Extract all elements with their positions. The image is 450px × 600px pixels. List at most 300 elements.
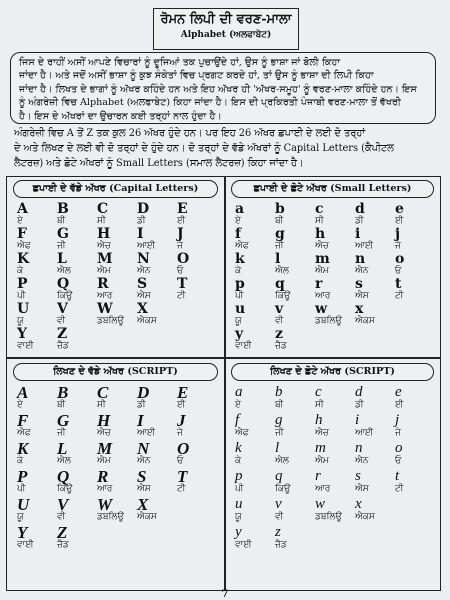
letter-cell <box>315 497 355 525</box>
intro-line: ਨੂੰ ਅੰਗਰੇਜ਼ੀ ਵਿਚ Alphabet (ਅਲਫਾਬੇਟ) ਕਿਹਾ ਜਾਂਦਾ ਹੈ। ਇਸ ਦੀ ਪ੍ਰਕਿਰਤੀ ਪੰਜਾਬੀ ਵਰਣ-ਮਾਲਾ ਤੋਂ ਵੱਖਰੀ <box>19 97 401 109</box>
punjabi-pronunciation: ਐਫ <box>235 241 249 251</box>
letter-cell <box>275 227 315 252</box>
punjabi-pronunciation: ਕਿਊ <box>57 484 73 494</box>
latin-letter: S <box>137 467 147 486</box>
letter-cell <box>57 497 97 525</box>
latin-letter: K <box>17 439 29 458</box>
latin-letter: y <box>235 326 244 342</box>
letter-cell <box>57 252 97 277</box>
letter-cell <box>57 385 97 413</box>
letter-row <box>235 413 435 441</box>
latin-letter: Y <box>17 326 27 342</box>
latin-letter: J <box>177 226 184 242</box>
punjabi-pronunciation: ਡਬਲਿਊ <box>97 512 124 522</box>
latin-letter: L <box>57 439 68 458</box>
latin-letter: N <box>137 439 150 458</box>
table-divider-vertical <box>224 177 226 590</box>
page-title: ਰੋਮਨ ਲਿਪੀ ਦੀ ਵਰਣ-ਮਾਲਾ <box>160 12 292 27</box>
latin-letter: I <box>137 226 144 242</box>
small-print-letters <box>235 202 435 352</box>
punjabi-pronunciation: ਐਨ <box>137 456 151 466</box>
punjabi-pronunciation: ਯੂ <box>17 512 24 522</box>
latin-letter: Q <box>57 467 70 486</box>
letter-cell <box>17 327 57 352</box>
latin-letter: w <box>315 301 328 317</box>
heading-capital-script: ਲਿਖਣ ਦੇ ਵੱਡੇ ਅੱਖਰ (SCRIPT) <box>13 363 218 381</box>
punjabi-pronunciation: ਆਰ <box>315 484 331 494</box>
punjabi-pronunciation: ਡਬਲਿਊ <box>315 316 342 326</box>
punjabi-pronunciation: ਸੀ <box>315 400 324 410</box>
latin-letter: e <box>395 384 402 400</box>
punjabi-pronunciation: ਕੇ <box>235 456 242 466</box>
intro-paragraph <box>10 52 436 124</box>
letter-cell <box>355 202 395 227</box>
letter-cell <box>275 525 315 553</box>
letter-cell <box>275 327 315 352</box>
punjabi-pronunciation: ਐਨ <box>355 456 369 466</box>
explanation-paragraph <box>14 126 440 171</box>
latin-letter: d <box>355 201 365 217</box>
letter-row <box>17 413 217 441</box>
letter-row <box>17 302 217 327</box>
punjabi-pronunciation: ਐਸ <box>137 484 151 494</box>
letter-cell <box>177 385 217 413</box>
table-divider-horizontal <box>7 357 440 359</box>
latin-letter: p <box>235 276 245 292</box>
punjabi-pronunciation: ਕੇ <box>17 456 24 466</box>
letter-cell <box>97 413 137 441</box>
punjabi-pronunciation: ਐਫ <box>235 428 249 438</box>
latin-letter: j <box>395 226 401 242</box>
letter-cell <box>137 302 177 327</box>
punjabi-pronunciation: ਐਮ <box>97 266 111 276</box>
punjabi-pronunciation: ਪੀ <box>17 484 26 494</box>
latin-letter: a <box>235 384 243 400</box>
heading-capital-print: ਛਪਾਈ ਦੇ ਵੱਡੇ ਅੱਖਰ (Capital Letters) <box>13 180 218 198</box>
punjabi-pronunciation: ਐਨ <box>137 266 151 276</box>
letter-cell <box>275 385 315 413</box>
punjabi-pronunciation: ਆਰ <box>315 291 331 301</box>
letter-cell <box>57 302 97 327</box>
punjabi-pronunciation: ਕਿਊ <box>57 291 73 301</box>
letter-cell <box>275 441 315 469</box>
letter-cell <box>235 385 275 413</box>
punjabi-pronunciation: ਐਚ <box>315 428 329 438</box>
letter-cell <box>395 277 435 302</box>
punjabi-pronunciation: ਸੀ <box>97 400 106 410</box>
letter-cell <box>355 441 395 469</box>
punjabi-pronunciation: ਯੂ <box>17 316 24 326</box>
latin-letter: G <box>57 226 69 242</box>
latin-letter: z <box>275 524 281 540</box>
latin-letter: x <box>355 301 364 317</box>
explanation-line: ਦੇ ਅਤੇ ਲਿਖਣ ਦੇ ਲਈ ਵੀ ਦੋ ਤਰ੍ਹਾਂ ਦੇ ਹੁੰਦੇ ਹਨ। ਦੋ ਤਰ੍ਹਾਂ ਦੇ ਵੱਡੇ ਅੱਖਰਾਂ ਨੂੰ Capital Letters (ਕੈਪੀਟਲ <box>14 143 394 154</box>
punjabi-pronunciation: ਪੀ <box>235 291 244 301</box>
latin-letter: u <box>235 301 246 317</box>
punjabi-pronunciation: ਐਫ <box>17 428 31 438</box>
letter-cell <box>97 277 137 302</box>
latin-letter: X <box>137 495 149 514</box>
letter-cell <box>97 227 137 252</box>
latin-letter: Y <box>17 523 28 542</box>
letter-cell <box>275 497 315 525</box>
latin-letter: U <box>17 495 30 514</box>
letter-cell <box>177 441 217 469</box>
latin-letter: l <box>275 440 280 456</box>
letter-cell <box>137 385 177 413</box>
capital-script-letters <box>17 385 217 553</box>
letter-cell <box>235 252 275 277</box>
punjabi-pronunciation: ਕਿਊ <box>275 484 291 494</box>
punjabi-pronunciation: ਐਚ <box>315 241 329 251</box>
punjabi-pronunciation: ਡੀ <box>355 216 364 226</box>
letter-cell <box>97 385 137 413</box>
punjabi-pronunciation: ਜੀ <box>57 241 66 251</box>
latin-letter: X <box>137 301 148 317</box>
punjabi-pronunciation: ਸੀ <box>315 216 324 226</box>
letter-row <box>17 327 217 352</box>
letter-row <box>17 525 217 553</box>
punjabi-pronunciation: ਏ <box>17 216 23 226</box>
latin-letter: N <box>137 251 150 267</box>
latin-letter: o <box>395 251 405 267</box>
punjabi-pronunciation: ਜ਼ੈਡ <box>57 540 69 550</box>
letter-cell <box>395 413 435 441</box>
letter-cell <box>315 202 355 227</box>
heading-small-print: ਛਪਾਈ ਦੇ ਛੋਟੇ ਅੱਖਰ (Small Letters) <box>231 180 434 198</box>
intro-line: ਜਾਂਦਾ ਹੈ। ਅਤੇ ਜਦੋਂ ਅਸੀਂ ਭਾਸ਼ਾ ਨੂੰ ਕੁਝ ਸੰਕੇਤਾਂ ਵਿਚ ਪ੍ਰਗਟ ਕਰਦੇ ਹਾਂ, ਤਾਂ ਉਸ ਨੂੰ ਭਾਸ਼ਾ ਦੀ ਲਿਪੀ ਕਿਹਾ <box>19 70 374 82</box>
latin-letter: o <box>395 440 403 456</box>
heading-small-script: ਲਿਖਣ ਦੇ ਛੋਟੇ ਅੱਖਰ (SCRIPT) <box>231 363 434 381</box>
letter-row <box>235 469 435 497</box>
latin-letter: p <box>235 468 243 484</box>
alphabet-table <box>6 176 441 591</box>
letter-cell <box>275 277 315 302</box>
punjabi-pronunciation: ਜ਼ੈਡ <box>57 341 69 351</box>
punjabi-pronunciation: ਆਰ <box>97 484 113 494</box>
latin-letter: f <box>235 226 242 242</box>
letter-cell <box>355 497 395 525</box>
letter-cell <box>97 469 137 497</box>
letter-cell <box>177 413 217 441</box>
letter-cell <box>17 302 57 327</box>
latin-letter: y <box>235 524 242 540</box>
letter-cell <box>17 413 57 441</box>
latin-letter: R <box>97 276 109 292</box>
punjabi-pronunciation: ਓ <box>395 266 402 276</box>
latin-letter: E <box>177 383 189 402</box>
letter-cell <box>315 252 355 277</box>
punjabi-pronunciation: ਆਰ <box>97 291 113 301</box>
letter-cell <box>97 252 137 277</box>
punjabi-pronunciation: ਬੀ <box>275 216 284 226</box>
latin-letter: m <box>315 251 330 267</box>
letter-row <box>235 441 435 469</box>
punjabi-pronunciation: ਆਈ <box>355 428 374 438</box>
punjabi-pronunciation: ਜੇ <box>177 241 183 251</box>
punjabi-pronunciation: ਬੀ <box>275 400 284 410</box>
latin-letter: U <box>17 301 30 317</box>
latin-letter: t <box>395 468 400 484</box>
punjabi-pronunciation: ਈ <box>177 400 186 410</box>
letter-row <box>235 227 435 252</box>
punjabi-pronunciation: ਕੇ <box>235 266 242 276</box>
letter-cell <box>275 252 315 277</box>
punjabi-pronunciation: ਬੀ <box>57 400 66 410</box>
latin-letter: M <box>97 251 113 267</box>
letter-cell <box>395 469 435 497</box>
punjabi-pronunciation: ਐਮ <box>315 266 329 276</box>
latin-letter: c <box>315 384 322 400</box>
latin-letter: T <box>177 276 188 292</box>
latin-letter: t <box>395 276 402 292</box>
latin-letter: G <box>57 411 70 430</box>
letter-cell <box>17 252 57 277</box>
explanation-line: ਲੈਟਰਜ਼) ਅਤੇ ਛੋਟੇ ਅੱਖਰਾਂ ਨੂੰ Small Letters (ਸਮਾਲ ਲੈਟਰਜ਼) ਕਿਹਾ ਜਾਂਦਾ ਹੈ। <box>14 158 304 169</box>
latin-letter: e <box>395 201 404 217</box>
letter-cell <box>395 227 435 252</box>
punjabi-pronunciation: ਐਲ <box>275 456 289 466</box>
latin-letter: L <box>57 251 67 267</box>
letter-cell <box>315 227 355 252</box>
letter-cell <box>355 252 395 277</box>
punjabi-pronunciation: ਐਕਸ <box>355 316 375 326</box>
letter-cell <box>355 413 395 441</box>
punjabi-pronunciation: ਈ <box>395 216 404 226</box>
letter-cell <box>235 441 275 469</box>
punjabi-pronunciation: ਡਬਲਿਊ <box>315 512 342 522</box>
punjabi-pronunciation: ਐਲ <box>57 266 71 276</box>
letter-cell <box>275 302 315 327</box>
punjabi-pronunciation: ਵਾਈ <box>17 540 34 550</box>
punjabi-pronunciation: ਐਮ <box>97 456 111 466</box>
punjabi-pronunciation: ਡਬਲਿਊ <box>97 316 124 326</box>
latin-letter: z <box>275 326 283 342</box>
latin-letter: l <box>275 251 281 267</box>
latin-letter: O <box>177 251 190 267</box>
punjabi-pronunciation: ਵੀ <box>57 512 66 522</box>
letter-cell <box>177 227 217 252</box>
punjabi-pronunciation: ਬੀ <box>57 216 66 226</box>
punjabi-pronunciation: ਐਕਸ <box>137 316 157 326</box>
letter-row <box>235 277 435 302</box>
page-number: 7 <box>221 589 229 600</box>
latin-letter: O <box>177 439 190 458</box>
punjabi-pronunciation: ਜੇ <box>177 428 183 438</box>
punjabi-pronunciation: ਵੀ <box>275 512 284 522</box>
letter-cell <box>355 302 395 327</box>
latin-letter: j <box>395 412 400 428</box>
capital-print-letters <box>17 202 217 352</box>
latin-letter: n <box>355 251 366 267</box>
punjabi-pronunciation: ਐਕਸ <box>355 512 375 522</box>
letter-cell <box>97 497 137 525</box>
latin-letter: u <box>235 496 243 512</box>
title-box <box>153 8 299 50</box>
letter-cell <box>97 302 137 327</box>
letter-cell <box>275 413 315 441</box>
latin-letter: v <box>275 496 282 512</box>
letter-cell <box>137 413 177 441</box>
latin-letter: h <box>315 412 323 428</box>
letter-cell <box>355 385 395 413</box>
punjabi-pronunciation: ਐਚ <box>97 428 111 438</box>
latin-letter: h <box>315 226 326 242</box>
punjabi-pronunciation: ਓ <box>395 456 402 466</box>
intro-line: ਜਿਸ ਦੇ ਰਾਹੀਂ ਅਸੀਂ ਆਪਣੇ ਵਿਚਾਰਾਂ ਨੂੰ ਦੂਜਿਆਂ ਤਕ ਪੁਚਾਉਂਦੇ ਹਾਂ, ਉਸ ਨੂੰ ਭਾਸ਼ਾ ਜਾਂ ਬੋਲੀ ਕਿਹਾ <box>19 57 341 68</box>
latin-letter: K <box>17 251 30 267</box>
punjabi-pronunciation: ਸੀ <box>97 216 106 226</box>
punjabi-pronunciation: ਵੀ <box>57 316 66 326</box>
letter-cell <box>57 202 97 227</box>
letter-cell <box>17 441 57 469</box>
intro-line: ਜਾਂਦਾ ਹੈ। ਲਿਖਤ ਦੇ ਭਾਗਾਂ ਨੂੰ ਅੱਖਰ ਕਹਿੰਦੇ ਹਨ ਅਤੇ ਇਹ ਅੱਖਰ ਹੀ 'ਅੱਖਰ-ਸਮੂਹ' ਨੂੰ ਵਰਣ-ਮਾਲਾ ਕਹਿੰਦੇ ਹਨ। ਇਸ <box>19 83 417 95</box>
letter-cell <box>17 525 57 553</box>
letter-cell <box>17 202 57 227</box>
punjabi-pronunciation: ਓ <box>177 456 184 466</box>
latin-letter: v <box>275 301 284 317</box>
letter-cell <box>57 413 97 441</box>
letter-cell <box>137 441 177 469</box>
punjabi-pronunciation: ਪੀ <box>235 484 244 494</box>
letter-row <box>17 227 217 252</box>
latin-letter: A <box>17 383 29 402</box>
punjabi-pronunciation: ਜੀ <box>275 428 284 438</box>
latin-letter: F <box>17 411 29 430</box>
letter-row <box>17 252 217 277</box>
punjabi-pronunciation: ਜੇ <box>395 241 401 251</box>
letter-cell <box>315 277 355 302</box>
letter-cell <box>17 277 57 302</box>
letter-cell <box>275 469 315 497</box>
punjabi-pronunciation: ਡੀ <box>355 400 364 410</box>
punjabi-pronunciation: ਵਾਈ <box>235 341 252 351</box>
punjabi-pronunciation: ਐਲ <box>275 266 289 276</box>
small-script-letters <box>235 385 435 553</box>
latin-letter: d <box>355 384 363 400</box>
latin-letter: b <box>275 201 285 217</box>
punjabi-pronunciation: ਯੂ <box>235 316 242 326</box>
punjabi-pronunciation: ਕਿਊ <box>275 291 291 301</box>
latin-letter: M <box>97 439 113 458</box>
letter-cell <box>177 252 217 277</box>
letter-cell <box>235 302 275 327</box>
punjabi-pronunciation: ਐਚ <box>97 241 111 251</box>
letter-cell <box>235 525 275 553</box>
latin-letter: m <box>315 440 326 456</box>
latin-letter: H <box>97 411 111 430</box>
letter-cell <box>235 469 275 497</box>
latin-letter: Z <box>57 326 68 342</box>
letter-row <box>235 252 435 277</box>
letter-cell <box>235 227 275 252</box>
latin-letter: i <box>355 226 361 242</box>
latin-letter: T <box>177 467 188 486</box>
latin-letter: C <box>97 383 109 402</box>
punjabi-pronunciation: ਈ <box>177 216 186 226</box>
punjabi-pronunciation: ਏ <box>235 216 241 226</box>
punjabi-pronunciation: ਐਸ <box>355 484 369 494</box>
letter-cell <box>57 227 97 252</box>
letter-cell <box>395 252 435 277</box>
latin-letter: P <box>17 276 28 292</box>
latin-letter: B <box>57 201 69 217</box>
punjabi-pronunciation: ਓ <box>177 266 184 276</box>
letter-cell <box>395 385 435 413</box>
letter-cell <box>235 497 275 525</box>
punjabi-pronunciation: ਐਲ <box>57 456 71 466</box>
latin-letter: V <box>57 301 68 317</box>
letter-cell <box>315 413 355 441</box>
letter-cell <box>57 525 97 553</box>
punjabi-pronunciation: ਏ <box>235 400 241 410</box>
punjabi-pronunciation: ਈ <box>395 400 404 410</box>
latin-letter: r <box>315 468 321 484</box>
letter-row <box>235 202 435 227</box>
latin-letter: P <box>17 467 28 486</box>
letter-cell <box>17 469 57 497</box>
latin-letter: n <box>355 440 363 456</box>
letter-cell <box>395 441 435 469</box>
letter-cell <box>137 202 177 227</box>
latin-letter: F <box>17 226 27 242</box>
punjabi-pronunciation: ਵਾਈ <box>17 341 34 351</box>
latin-letter: S <box>137 276 148 292</box>
punjabi-pronunciation: ਵਾਈ <box>235 540 252 550</box>
latin-letter: g <box>275 226 285 242</box>
latin-letter: k <box>235 440 242 456</box>
intro-line: ਹੈ। ਇਸ ਦੇ ਅੱਖਰਾਂ ਦਾ ਉਚਾਰਨ ਕਈ ਤਰ੍ਹਾਂ ਨਾਲ ਹੁੰਦਾ ਹੈ। <box>19 110 222 122</box>
letter-cell <box>137 252 177 277</box>
letter-cell <box>177 469 217 497</box>
latin-letter: g <box>275 412 283 428</box>
latin-letter: s <box>355 468 361 484</box>
punjabi-pronunciation: ਆਈ <box>137 241 156 251</box>
letter-cell <box>137 227 177 252</box>
punjabi-pronunciation: ਟੀ <box>177 291 186 301</box>
letter-row <box>235 385 435 413</box>
letter-cell <box>97 441 137 469</box>
punjabi-pronunciation: ਐਮ <box>315 456 329 466</box>
punjabi-pronunciation: ਟੀ <box>395 291 404 301</box>
punjabi-pronunciation: ਪੀ <box>17 291 26 301</box>
latin-letter: i <box>355 412 360 428</box>
latin-letter: k <box>235 251 245 267</box>
latin-letter: V <box>57 495 69 514</box>
latin-letter: W <box>97 495 113 514</box>
letter-cell <box>97 202 137 227</box>
letter-cell <box>17 227 57 252</box>
latin-letter: E <box>177 201 188 217</box>
punjabi-pronunciation: ਐਕਸ <box>137 512 157 522</box>
latin-letter: f <box>235 412 240 428</box>
latin-letter: H <box>97 226 111 242</box>
punjabi-pronunciation: ਟੀ <box>395 484 404 494</box>
latin-letter: J <box>177 411 186 430</box>
latin-letter: A <box>17 201 28 217</box>
letter-row <box>235 525 435 553</box>
letter-cell <box>57 277 97 302</box>
latin-letter: c <box>315 201 324 217</box>
letter-cell <box>235 413 275 441</box>
letter-row <box>235 497 435 525</box>
page-subtitle: Alphabet (ਅਲਫਾਬੇਟ) <box>180 30 272 40</box>
punjabi-pronunciation: ਡੀ <box>137 400 146 410</box>
explanation-line: ਅੰਗਰੇਜ਼ੀ ਵਿਚ A ਤੋਂ Z ਤਕ ਕੁਲ 26 ਅੱਖਰ ਹੁੰਦੇ ਹਨ। ਪਰ ਇਹ 26 ਅੱਖਰ ਛਪਾਈ ਦੇ ਲਈ ਦੋ ਤਰ੍ਹਾਂ <box>14 128 366 139</box>
latin-letter: w <box>315 496 326 512</box>
punjabi-pronunciation: ਡੀ <box>137 216 146 226</box>
latin-letter: q <box>275 468 283 484</box>
